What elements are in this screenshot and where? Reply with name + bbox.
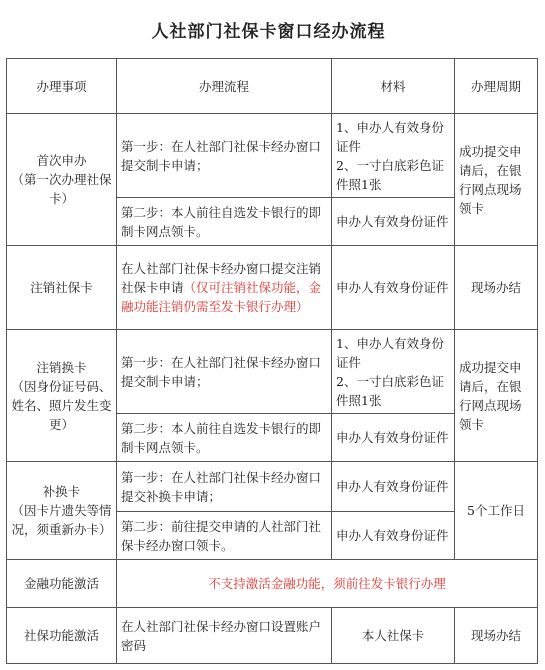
cancel-replace-period: 成功提交申请后，在银行网点现场领卡 <box>455 330 538 462</box>
item-social: 社保功能激活 <box>7 608 117 664</box>
item-replace <box>7 462 117 560</box>
cancel-process <box>117 246 332 330</box>
table-row <box>7 114 538 198</box>
social-process: 在人社部门社保卡经办窗口设置账户密码 <box>117 608 332 664</box>
first-issue-period: 成功提交申请后，在银行网点现场领卡 <box>455 114 538 246</box>
cancel-replace-step2-materials: 申办人有效身份证件 <box>332 414 455 462</box>
table-row <box>7 246 538 330</box>
replace-period: 5个工作日 <box>455 462 538 560</box>
first-issue-step1-materials: 1、申办人有效身份证件 2、一寸白底彩色证件照1张 <box>332 114 455 198</box>
header-period: 办理周期 <box>455 59 538 114</box>
table-row <box>7 560 538 608</box>
header-materials: 材料 <box>332 59 455 114</box>
replace-step2: 第二步：前往提交申请的人社部门社保卡经办窗口领卡。 <box>117 512 332 560</box>
first-issue-step2-materials: 申办人有效身份证件 <box>332 198 455 246</box>
table-row <box>7 330 538 414</box>
financial-note: 不支持激活金融功能，须前往发卡银行办理 <box>117 560 538 608</box>
cancel-replace-step2: 第二步：本人前往自选发卡银行的即制卡网点领卡。 <box>117 414 332 462</box>
table-row <box>7 462 538 512</box>
process-table <box>6 58 538 664</box>
cancel-replace-step1: 第一步：在人社部门社保卡经办窗口提交制卡申请； <box>117 330 332 414</box>
cancel-process-note: （仅可注销社保功能，金融功能注销仍需至发卡银行办理） <box>121 280 322 314</box>
item-financial: 金融功能激活 <box>7 560 117 608</box>
first-issue-step2: 第二步：本人前往自选发卡银行的即制卡网点领卡。 <box>117 198 332 246</box>
item-first-issue-label: 首次申办 （第一次办理社保卡） <box>11 153 112 206</box>
item-replace-label: 补换卡 （因卡片遗失等情况，须重新办卡） <box>11 484 112 537</box>
social-materials: 本人社保卡 <box>332 608 455 664</box>
cancel-period: 现场办结 <box>455 246 538 330</box>
header-item: 办理事项 <box>7 59 117 114</box>
first-issue-step1: 第一步：在人社部门社保卡经办窗口提交制卡申请； <box>117 114 332 198</box>
item-cancel: 注销社保卡 <box>7 246 117 330</box>
cancel-materials: 申办人有效身份证件 <box>332 246 455 330</box>
cancel-process-main: 在人社部门社保卡经办窗口提交注销社保卡申请 <box>121 261 322 295</box>
item-cancel-replace <box>7 330 117 462</box>
item-first-issue <box>7 114 117 246</box>
cancel-replace-step1-materials: 1、申办人有效身份证件 2、一寸白底彩色证件照1张 <box>332 330 455 414</box>
header-process: 办理流程 <box>117 59 332 114</box>
replace-step2-materials: 申办人有效身份证件 <box>332 512 455 560</box>
replace-step1-materials: 申办人有效身份证件 <box>332 462 455 512</box>
item-cancel-replace-label: 注销换卡 （因身份证号码、姓名、照片发生变更） <box>11 359 112 432</box>
social-period: 现场办结 <box>455 608 538 664</box>
page-title: 人社部门社保卡窗口经办流程 <box>151 21 386 42</box>
table-row <box>7 608 538 664</box>
table-header-row <box>7 59 538 114</box>
replace-step1: 第一步：在人社部门社保卡经办窗口提交补换卡申请； <box>117 462 332 512</box>
